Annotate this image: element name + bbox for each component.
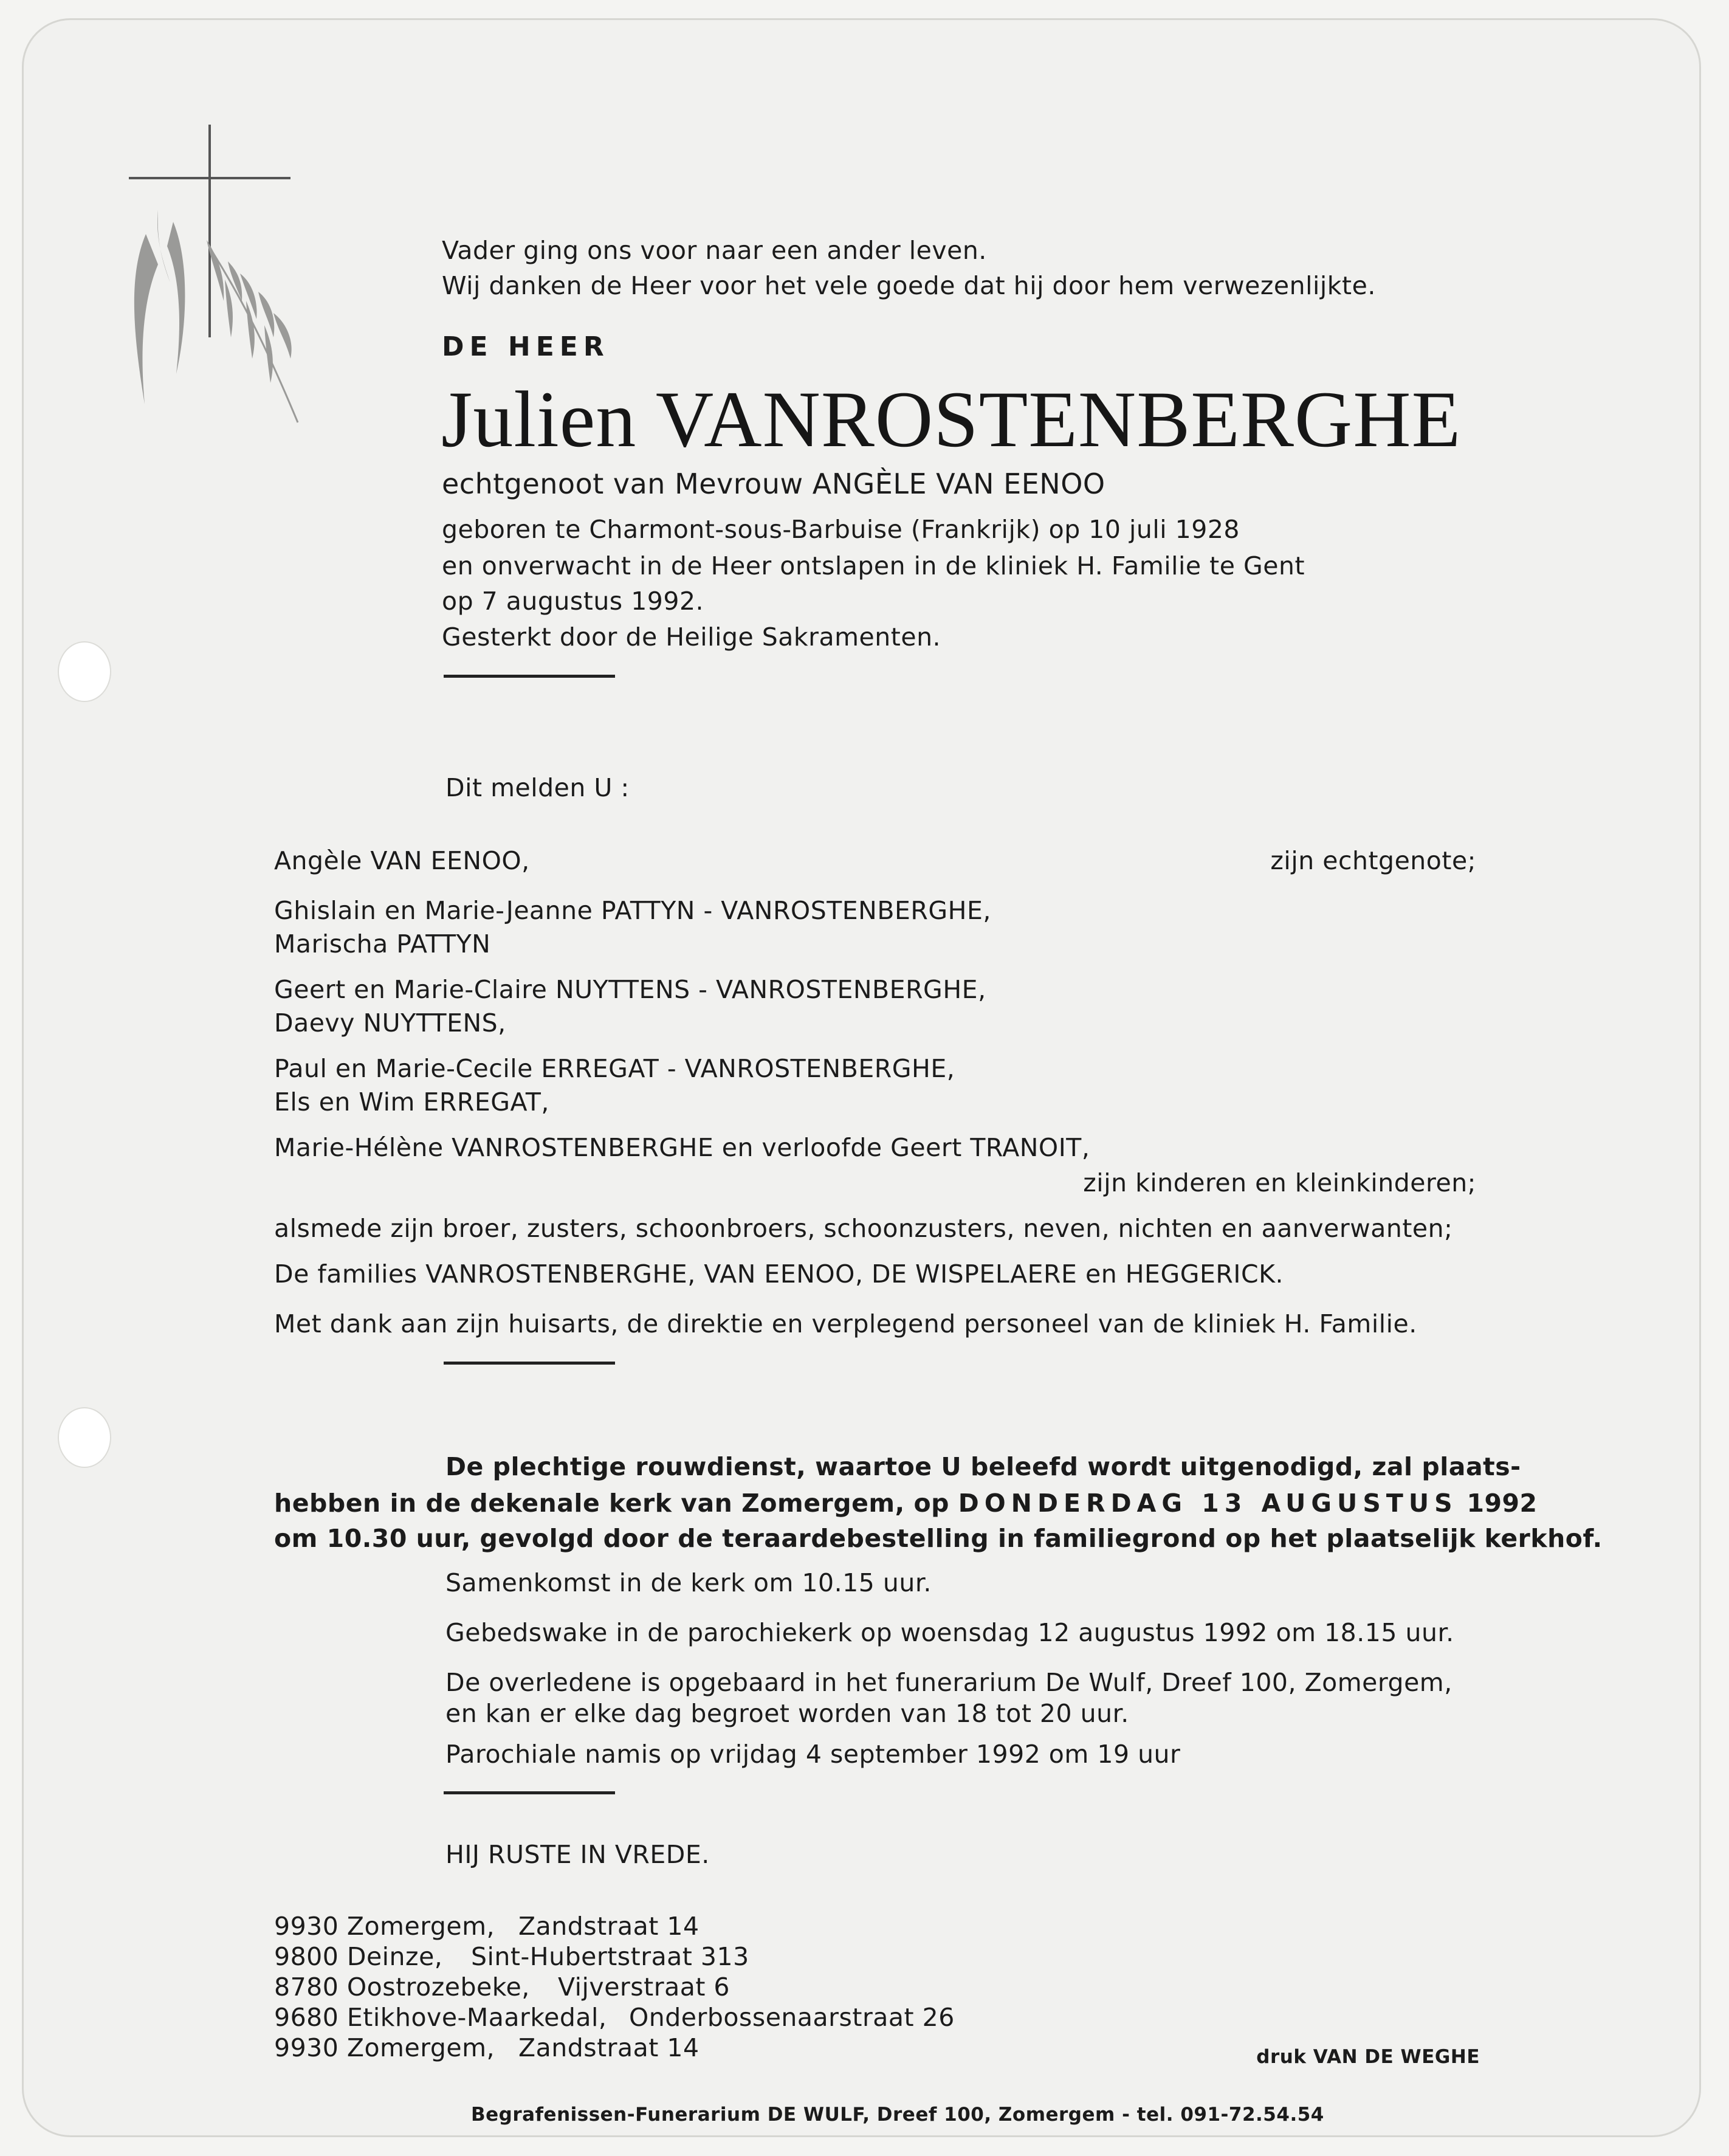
address-street: Sint-Hubertstraat 313 [471,1942,749,1971]
death-date-line: op 7 augustus 1992. [442,587,704,616]
announce-line: Dit melden U : [445,773,630,802]
deceased-title: DE HEER [442,331,610,362]
service-date: DONDERDAG 13 AUGUSTUS [958,1489,1458,1518]
laid-out-line-2: en kan er elke dag begroet worden van 18 tot 20 uur. [445,1699,1129,1728]
family-line: Els en Wim ERREGAT, [274,1087,549,1117]
printer-credit: druk VAN DE WEGHE [1256,2046,1480,2068]
death-line: en onverwacht in de Heer ontslapen in de kliniek H. Familie te Gent [442,551,1305,580]
punch-hole-lower [58,1407,111,1468]
address-street: Zandstraat 14 [518,1912,700,1941]
vigil-line: Gebedswake in de parochiekerk op woensdag 12 augustus 1992 om 18.15 uur. [445,1618,1454,1647]
children-role: zijn kinderen en kleinkinderen; [1083,1168,1476,1197]
family-line: Ghislain en Marie-Jeanne PATTYN - VANROSTENBERGHE, [274,896,991,925]
service-line-1: De plechtige rouwdienst, waartoe U beleefd wordt uitgenodigd, zal plaats- [445,1452,1521,1481]
family-line: Paul en Marie-Cecile ERREGAT - VANROSTENBERGHE, [274,1054,955,1083]
family-line: Marie-Hélène VANROSTENBERGHE en verloofde Geert TRANOIT, [274,1133,1090,1162]
families-line: De families VANROSTENBERGHE, VAN EENOO, DE WISPELAERE en HEGGERICK. [274,1259,1284,1289]
sacraments-line: Gesterkt door de Heilige Sakramenten. [442,622,941,652]
footer-funerarium: Begrafenissen-Funerarium DE WULF, Dreef 100, Zomergem - tel. 091-72.54.54 [471,2104,1324,2126]
address-street: Vijverstraat 6 [558,1972,730,2002]
thanks-line: Met dank aan zijn huisarts, de direktie en verplegend personeel van de kliniek H. Familie. [274,1309,1417,1338]
deceased-name: Julien VANROSTENBERGHE [441,374,1462,464]
laid-out-line-1: De overledene is opgebaard in het funerarium De Wulf, Dreef 100, Zomergem, [445,1668,1452,1697]
cross-wheat-icon [122,119,322,435]
gathering-line: Samenkomst in de kerk om 10.15 uur. [445,1568,932,1597]
wife-name: Angèle VAN EENOO, [274,846,530,875]
address-city: 8780 Oostrozebeke, [274,1972,530,2002]
address-city: 9930 Zomergem, [274,2033,495,2062]
intro-line-2: Wij danken de Heer voor het vele goede dat hij door hem verwezenlijkte. [442,271,1376,300]
address-street: Onderbossenaarstraat 26 [629,2003,955,2032]
family-line: Marischa PATTYN [274,929,491,959]
address-city: 9930 Zomergem, [274,1912,495,1941]
mass-line: Parochiale namis op vrijdag 4 september 1992 om 19 uur [445,1740,1181,1769]
birth-line: geboren te Charmont-sous-Barbuise (Frankrijk) op 10 juli 1928 [442,515,1240,544]
divider-2 [444,1362,615,1365]
address-street: Zandstraat 14 [518,2033,700,2062]
service-line-2-text: hebben in de dekenale kerk van Zomergem, op [274,1489,950,1518]
divider-3 [444,1791,615,1794]
punch-hole-upper [58,641,111,702]
rest-line: HIJ RUSTE IN VREDE. [445,1840,710,1869]
relatives-line: alsmede zijn broer, zusters, schoonbroers, schoonzusters, neven, nichten en aanverwanten; [274,1214,1453,1243]
address-city: 9680 Etikhove-Maarkedal, [274,2003,607,2032]
service-year: 1992 [1466,1489,1538,1518]
address-city: 9800 Deinze, [274,1942,443,1971]
wife-role: zijn echtgenote; [1270,846,1476,875]
family-line: Daevy NUYTTENS, [274,1008,506,1038]
spouse-line: echtgenoot van Mevrouw ANGÈLE VAN EENOO [442,467,1105,500]
family-line: Geert en Marie-Claire NUYTTENS - VANROSTENBERGHE, [274,975,986,1004]
service-line-3: om 10.30 uur, gevolgd door de teraardebestelling in familiegrond op het plaatselijk kerkhof. [274,1524,1603,1553]
divider-1 [444,675,615,678]
service-line-2 [274,1487,1538,1519]
intro-line-1: Vader ging ons voor naar een ander leven. [442,236,987,265]
